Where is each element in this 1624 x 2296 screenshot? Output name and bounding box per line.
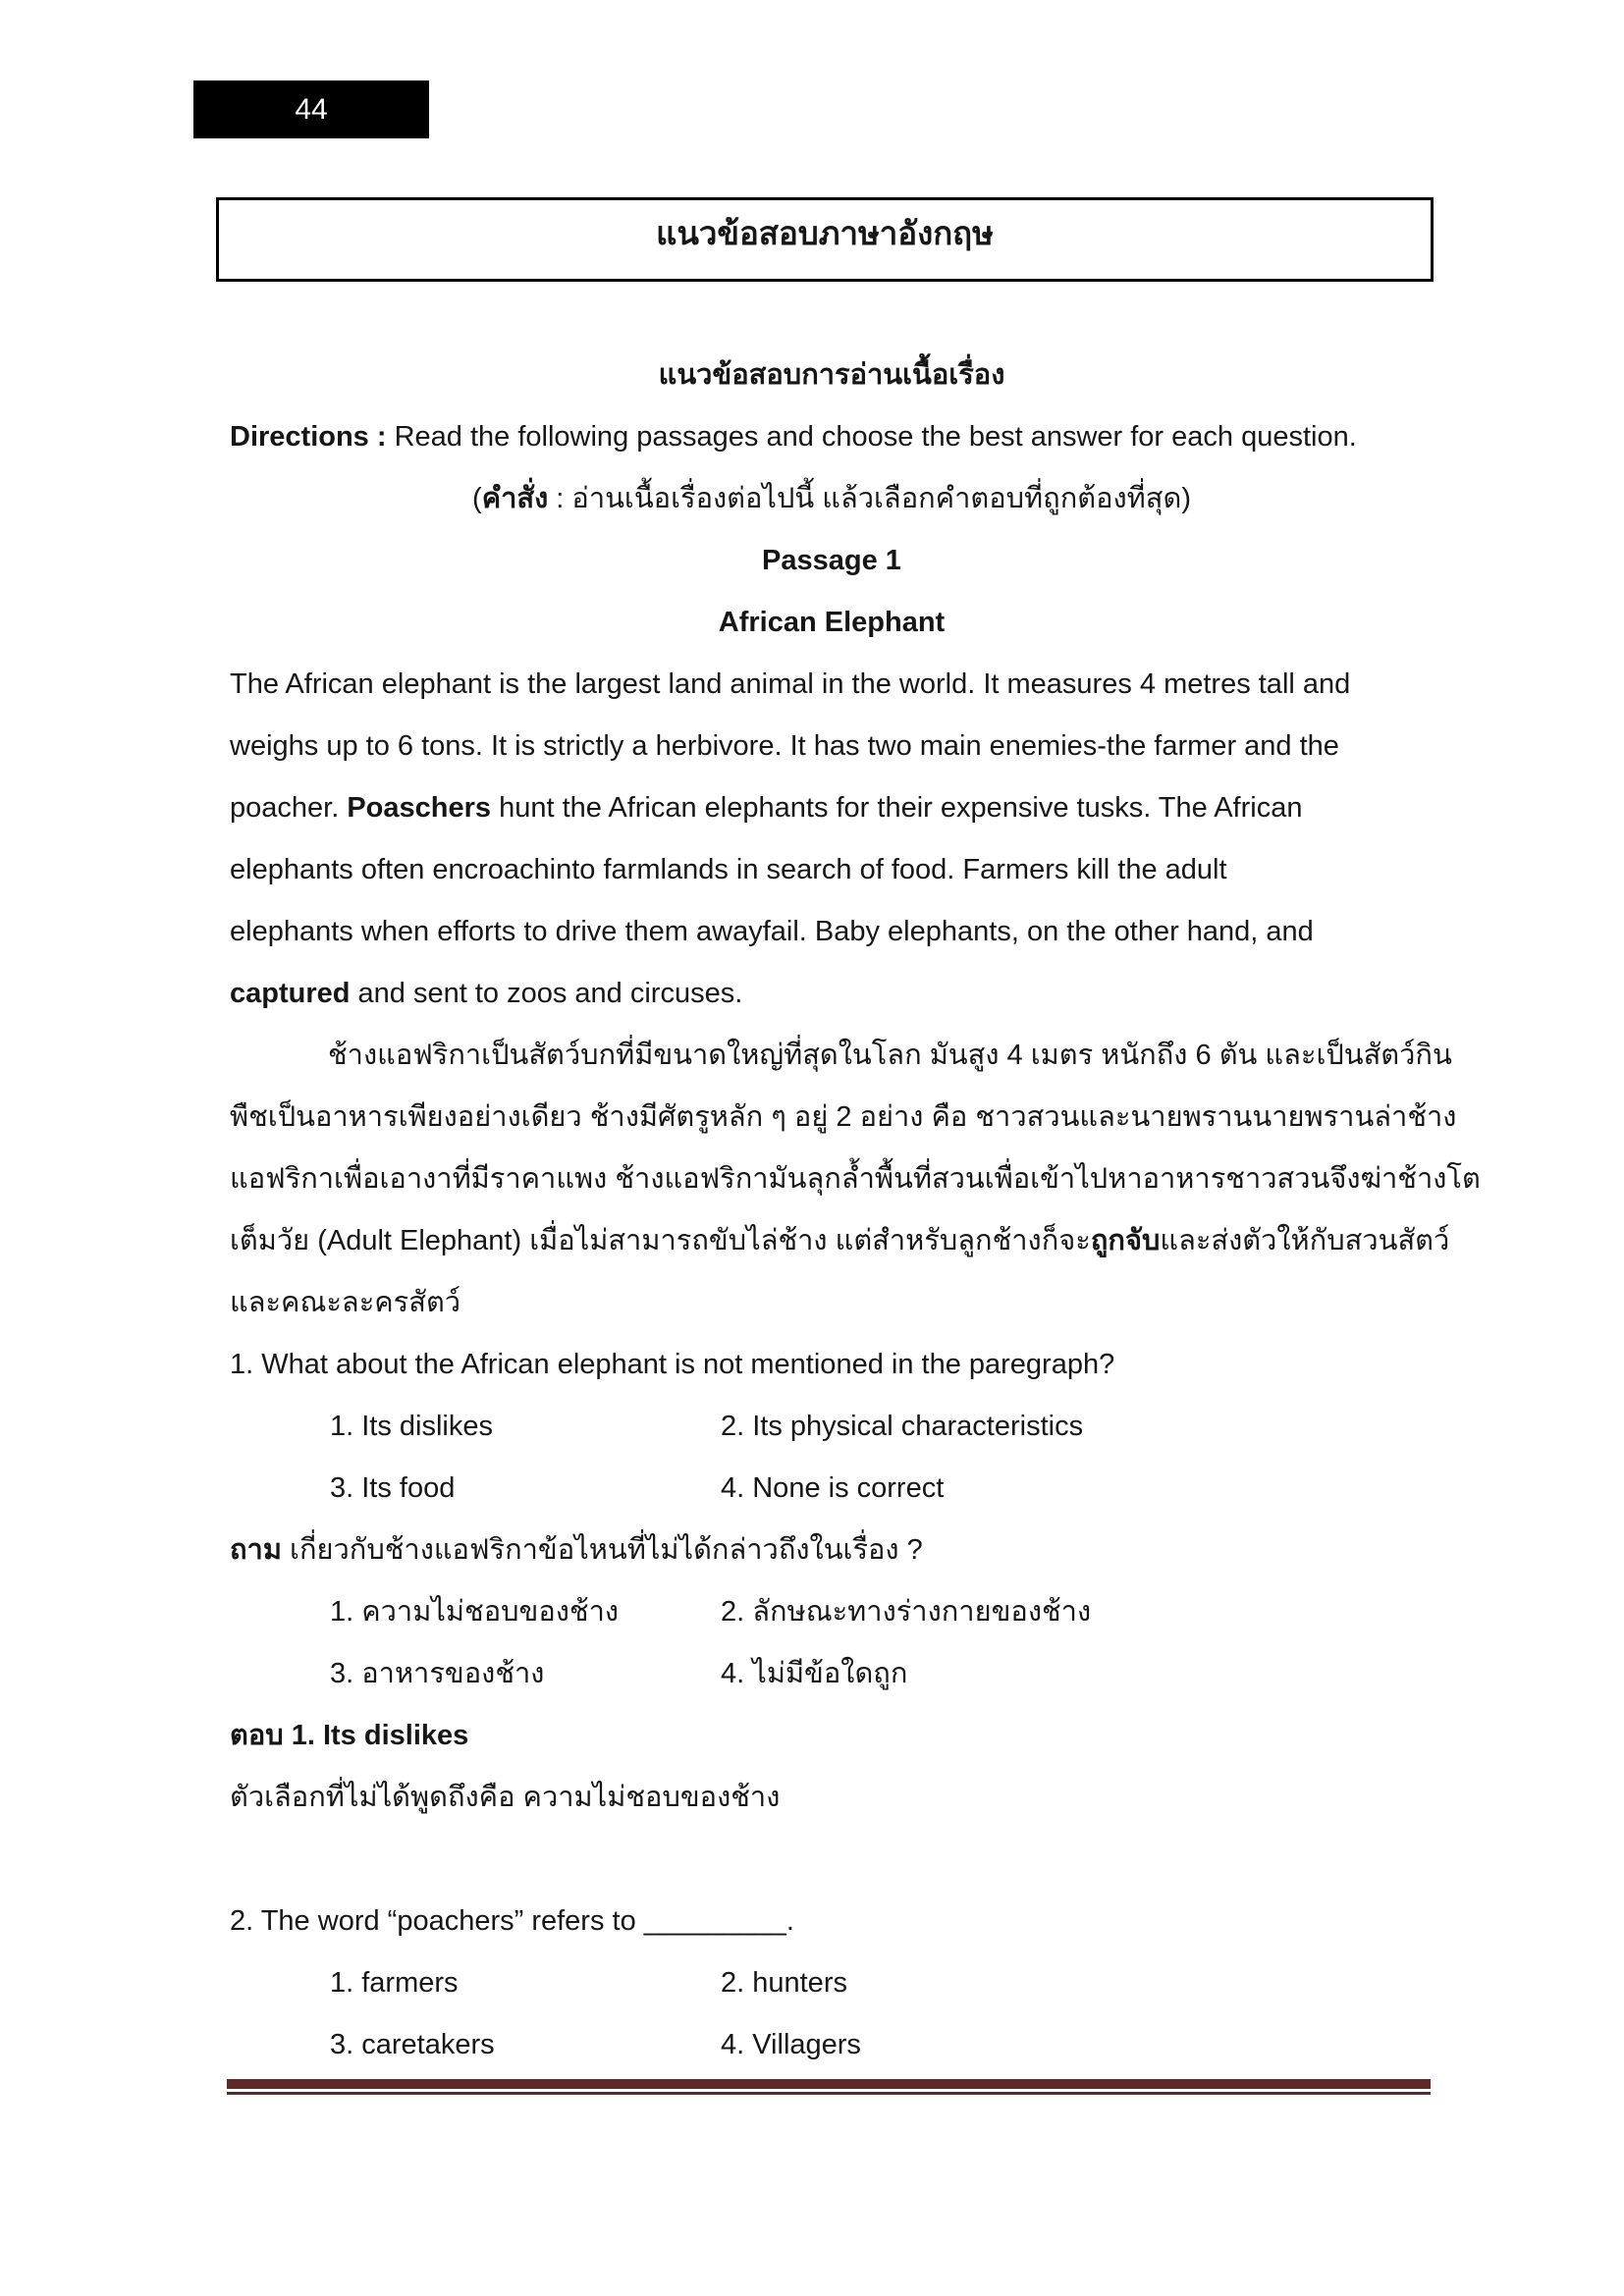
english-line3-bold: Poaschers [347, 792, 492, 824]
question1-choices-row2 [230, 1458, 1434, 1520]
english-paragraph-line: weighs up to 6 tons. It is strictly a herbivore. It has two main enemies-the farmer and the [230, 730, 1339, 762]
question1-choice4: 4. None is correct [721, 1472, 945, 1504]
question1-thai-choices-row2 [230, 1643, 1434, 1705]
directions-text: Read the following passages and choose the best answer for each question. [394, 421, 1357, 453]
question2-choice2: 2. hunters [721, 1967, 847, 1999]
question1-thai-choice3: 3. อาหารของช้าง [330, 1658, 545, 1689]
question1-choice2: 2. Its physical characteristics [721, 1411, 1084, 1442]
question2-choices-row1 [230, 1952, 1434, 2014]
question1-thai-choices-row1 [230, 1581, 1434, 1643]
english-paragraph-line [230, 963, 1434, 1025]
thai-line4-bold: ถูกจับ [1090, 1225, 1161, 1256]
english-line6-bold: captured [230, 978, 351, 1009]
thai-paragraph-line: ช้างแอฟริกาเป็นสัตว์บกที่มีขนาดใหญ่ที่สุดในโลก มันสูง 4 เมตร หนักถึง 6 ตัน และเป็นสัตว์กิน [328, 1040, 1452, 1071]
english-line3-pre: poacher. [230, 792, 348, 824]
thai-directions-label: คำสั่ง [481, 483, 549, 514]
english-paragraph-line: elephants often encroachinto farmlands in search of food. Farmers kill the adult [230, 854, 1227, 885]
question1-text: 1. What about the African elephant is not mentioned in the paregraph? [230, 1349, 1115, 1380]
english-paragraph-line [230, 777, 1434, 839]
english-paragraph-line: The African elephant is the largest land animal in the world. It measures 4 metres tall and [230, 668, 1351, 700]
directions-line [230, 406, 1434, 468]
thai-directions-pre: ( [472, 483, 482, 514]
thai-paragraph-line [230, 1210, 1450, 1272]
question1-choices-row1 [230, 1396, 1434, 1458]
question2-choice1: 1. farmers [330, 1967, 459, 1999]
footer-rule-thin-bar [227, 2092, 1431, 2095]
question1-thai-choice4: 4. ไม่มีข้อใดถูก [721, 1658, 908, 1689]
passage-title: African Elephant [718, 607, 946, 638]
question1-thai-choice2: 2. ลักษณะทางร่างกายของช้าง [721, 1596, 1092, 1628]
footer-rule [227, 2079, 1431, 2095]
directions-label: Directions : [230, 421, 395, 453]
spacer-line [230, 1829, 1434, 1891]
answer1-text: ตอบ 1. Its dislikes [230, 1720, 469, 1751]
thai-directions-line [230, 468, 1434, 530]
document-content [230, 345, 1481, 2076]
question2-choices-row2 [230, 2014, 1434, 2076]
thai-paragraph-line: พืชเป็นอาหารเพียงอย่างเดียว ช้างมีศัตรูหลัก ๆ อยู่ 2 อย่าง คือ ชาวสวนและนายพรานนายพรานล่าช้าง [230, 1101, 1457, 1133]
question1-choice3: 3. Its food [330, 1472, 456, 1504]
question2-choice4: 4. Villagers [721, 2029, 861, 2060]
thai-line4-post: และส่งตัวให้กับสวนสัตว์ [1160, 1225, 1450, 1256]
footer-rule-thick-bar [227, 2079, 1431, 2089]
question1-choice1: 1. Its dislikes [330, 1411, 493, 1442]
thai-line4-pre: เต็มวัย (Adult Elephant) เมื่อไม่สามารถขับไล่ช้าง แต่สำหรับลูกช้างก็จะ [230, 1225, 1091, 1256]
page-number-badge [193, 80, 429, 138]
section-title: แนวข้อสอบการอ่านเนื้อเรื่อง [658, 359, 1005, 391]
page-number: 44 [295, 92, 328, 126]
english-line3-post: hunt the African elephants for their expensive tusks. The African [491, 792, 1303, 824]
question1-thai-label: ถาม [230, 1534, 282, 1566]
question2-text: 2. The word “poachers” refers to _________. [230, 1905, 794, 1937]
thai-paragraph-line: และคณะละครสัตว์ [230, 1287, 461, 1318]
header-title-box [216, 197, 1434, 282]
header-title: แนวข้อสอบภาษาอังกฤษ [656, 215, 994, 251]
english-line6-post: and sent to zoos and circuses. [350, 978, 743, 1009]
question1-thai-body: เกี่ยวกับช้างแอฟริกาข้อไหนที่ไม่ได้กล่าวถึงในเรื่อง ? [281, 1534, 923, 1566]
thai-paragraph-line: แอฟริกาเพื่อเอางาที่มีราคาแพง ช้างแอฟริกามันลุกล้ำพื้นที่สวนเพื่อเข้าไปหาอาหารชาวสวนจึงฆ่าช้างโต [230, 1163, 1481, 1195]
question1-thai-choice1: 1. ความไม่ชอบของช้าง [330, 1596, 620, 1628]
passage-label: Passage 1 [762, 545, 901, 576]
answer1-explanation: ตัวเลือกที่ไม่ได้พูดถึงคือ ความไม่ชอบของช้าง [230, 1782, 781, 1813]
thai-directions-text: : อ่านเนื้อเรื่องต่อไปนี้ แล้วเลือกคำตอบที่ถูกต้องที่สุด) [548, 483, 1191, 514]
question1-thai-text [230, 1520, 1434, 1581]
question2-choice3: 3. caretakers [330, 2029, 495, 2060]
english-paragraph-line: elephants when efforts to drive them awayfail. Baby elephants, on the other hand, and [230, 916, 1314, 947]
